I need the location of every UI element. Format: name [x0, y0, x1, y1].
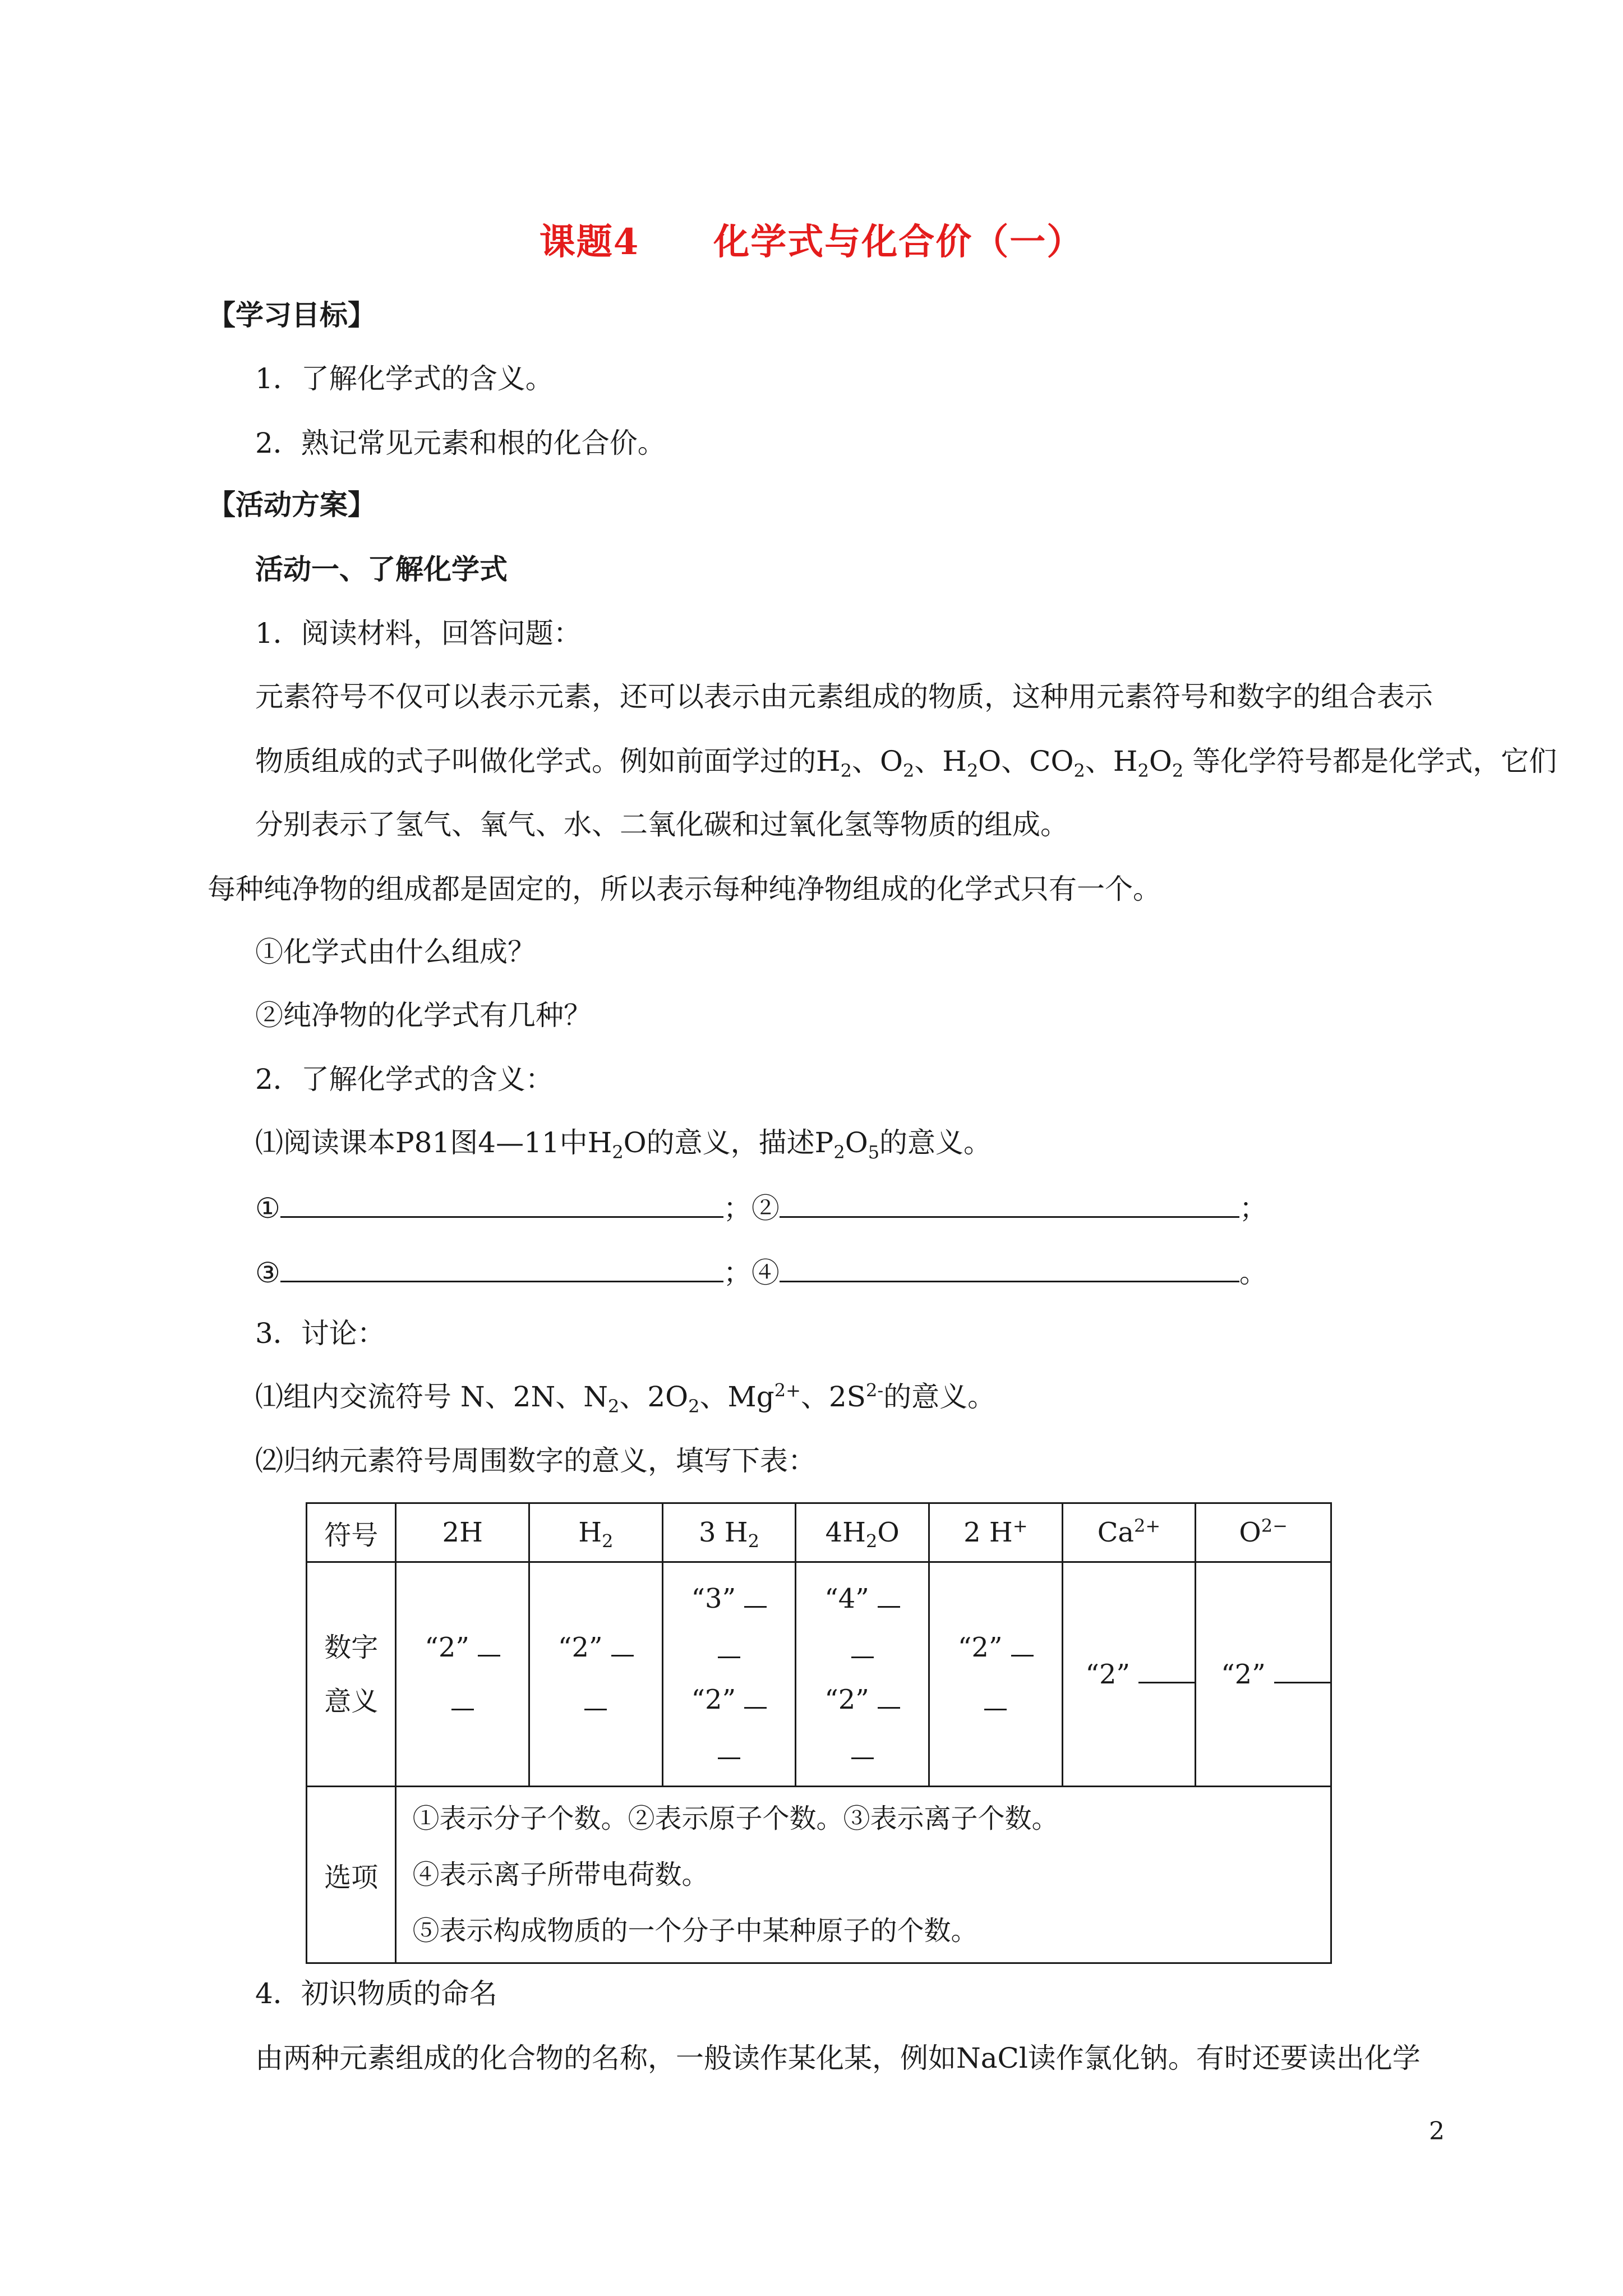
- option-line-1: ①表示分子个数。②表示原子个数。③表示离子个数。: [412, 1803, 1059, 1834]
- symbol-ca2-plus: $Ca^{2+}$: [1062, 1503, 1196, 1562]
- page-number: 2: [1429, 2117, 1445, 2146]
- table-options-row: [307, 1787, 1331, 1963]
- item-2-1-text: ⑴阅读课本P81图4—11中$H_2O$的意义，描述$P_2O_5$的意义。: [255, 1126, 992, 1163]
- table-meaning-row: [307, 1562, 1331, 1787]
- answer-blank-2[interactable]: [780, 1188, 1239, 1218]
- goal-item-1: 1．了解化学式的含义。: [255, 362, 554, 395]
- meaning-cell-4h2o[interactable]: “4” “2”: [796, 1562, 929, 1787]
- answer-blank-3[interactable]: [280, 1253, 723, 1282]
- meaning-cell-2h-plus[interactable]: “2”: [929, 1562, 1063, 1787]
- meaning-cell-2h[interactable]: “2”: [396, 1562, 529, 1787]
- answer-blank-4[interactable]: [780, 1253, 1239, 1282]
- symbol-list: N、2N、$N_2$、$2O_2$、$Mg^{2+}$、$2S^{2-}$: [451, 1379, 884, 1417]
- item-2-heading: 2．了解化学式的含义：: [255, 1063, 554, 1096]
- item-3-heading: 3．讨论：: [255, 1317, 385, 1350]
- table-header-label: 符号: [307, 1503, 396, 1562]
- activity-heading: 活动一、了解化学式: [255, 553, 508, 586]
- symbol-meaning-table: [306, 1502, 1332, 1964]
- meaning-cell-3h2[interactable]: “3” “2”: [662, 1562, 796, 1787]
- meaning-cell-ca2-plus[interactable]: “2”: [1062, 1562, 1196, 1787]
- symbol-2h: 2H: [396, 1503, 529, 1562]
- item-3-2-text: ⑵归纳元素符号周围数字的意义，填写下表：: [255, 1444, 816, 1477]
- item-1-heading: 1．阅读材料，回答问题：: [255, 617, 582, 650]
- table-header-row: [307, 1503, 1331, 1562]
- question-1: ①化学式由什么组成？: [255, 936, 536, 968]
- meaning-cell-o2-minus[interactable]: “2”: [1196, 1562, 1331, 1787]
- reading-paragraph-line-4: 每种纯净物的组成都是固定的，所以表示每种纯净物组成的化学式只有一个。: [208, 873, 1161, 905]
- symbol-h2: $H_2$: [529, 1503, 663, 1562]
- symbol-4h2o: $4H_2O$: [796, 1503, 929, 1562]
- table-options-content: [396, 1787, 1331, 1963]
- reading-paragraph-line-3: 分别表示了氢气、氧气、水、二氧化碳和过氧化氢等物质的组成。: [255, 808, 1068, 841]
- symbol-o2-minus: $O^{2-}$: [1196, 1503, 1331, 1562]
- answer-row-2: ③ ；④ 。: [255, 1253, 1267, 1291]
- item-3-1-text: ⑴组内交流符号 N、2N、$N_2$、$2O_2$、$Mg^{2+}$、$2S^{2-}$的意义。: [255, 1379, 996, 1417]
- formula-p2o5: $P_2O_5$: [814, 1126, 880, 1163]
- item-4-heading: 4．初识物质的命名: [255, 1977, 497, 2010]
- option-line-2: ④表示离子所带电荷数。: [412, 1859, 709, 1890]
- reading-paragraph-line-1: 元素符号不仅可以表示元素，还可以表示由元素组成的物质，这种用元素符号和数字的组合表示: [255, 680, 1433, 713]
- table-meaning-label: 数字 意义: [307, 1562, 396, 1787]
- naming-paragraph: 由两种元素组成的化合物的名称，一般读作某化某，例如NaCl读作氯化钠。有时还要读出化学: [255, 2042, 1421, 2074]
- answer-blank-1[interactable]: [280, 1188, 723, 1218]
- option-line-3: ⑤表示构成物质的一个分子中某种原子的个数。: [412, 1915, 978, 1947]
- formula-list: $H_2$、$O_2$、$H_2O$、$CO_2$、$H_2O_2$: [816, 745, 1184, 781]
- reading-paragraph-line-2: 物质组成的式子叫做化学式。例如前面学过的$H_2$、$O_2$、$H_2O$、$CO_2$、$H_2O_2$ 等化学符号都是化学式，它们: [255, 745, 1557, 781]
- answer-row-1: ① ；② ；: [255, 1188, 1267, 1226]
- question-2: ②纯净物的化学式有几种？: [255, 999, 592, 1032]
- formula-h2o: $H_2O$: [587, 1126, 647, 1163]
- page-title: 课题4 化学式与化合价（一）: [539, 221, 1084, 263]
- table-options-label: 选项: [307, 1787, 396, 1963]
- symbol-2h-plus: 2 H+: [929, 1503, 1063, 1562]
- meaning-cell-h2[interactable]: “2”: [529, 1562, 663, 1787]
- goal-item-2: 2．熟记常见元素和根的化合价。: [255, 427, 666, 459]
- symbol-3h2: 3 $H_2$: [662, 1503, 796, 1562]
- section-heading-plan: 【活动方案】: [208, 488, 376, 521]
- section-heading-goals: 【学习目标】: [208, 298, 376, 332]
